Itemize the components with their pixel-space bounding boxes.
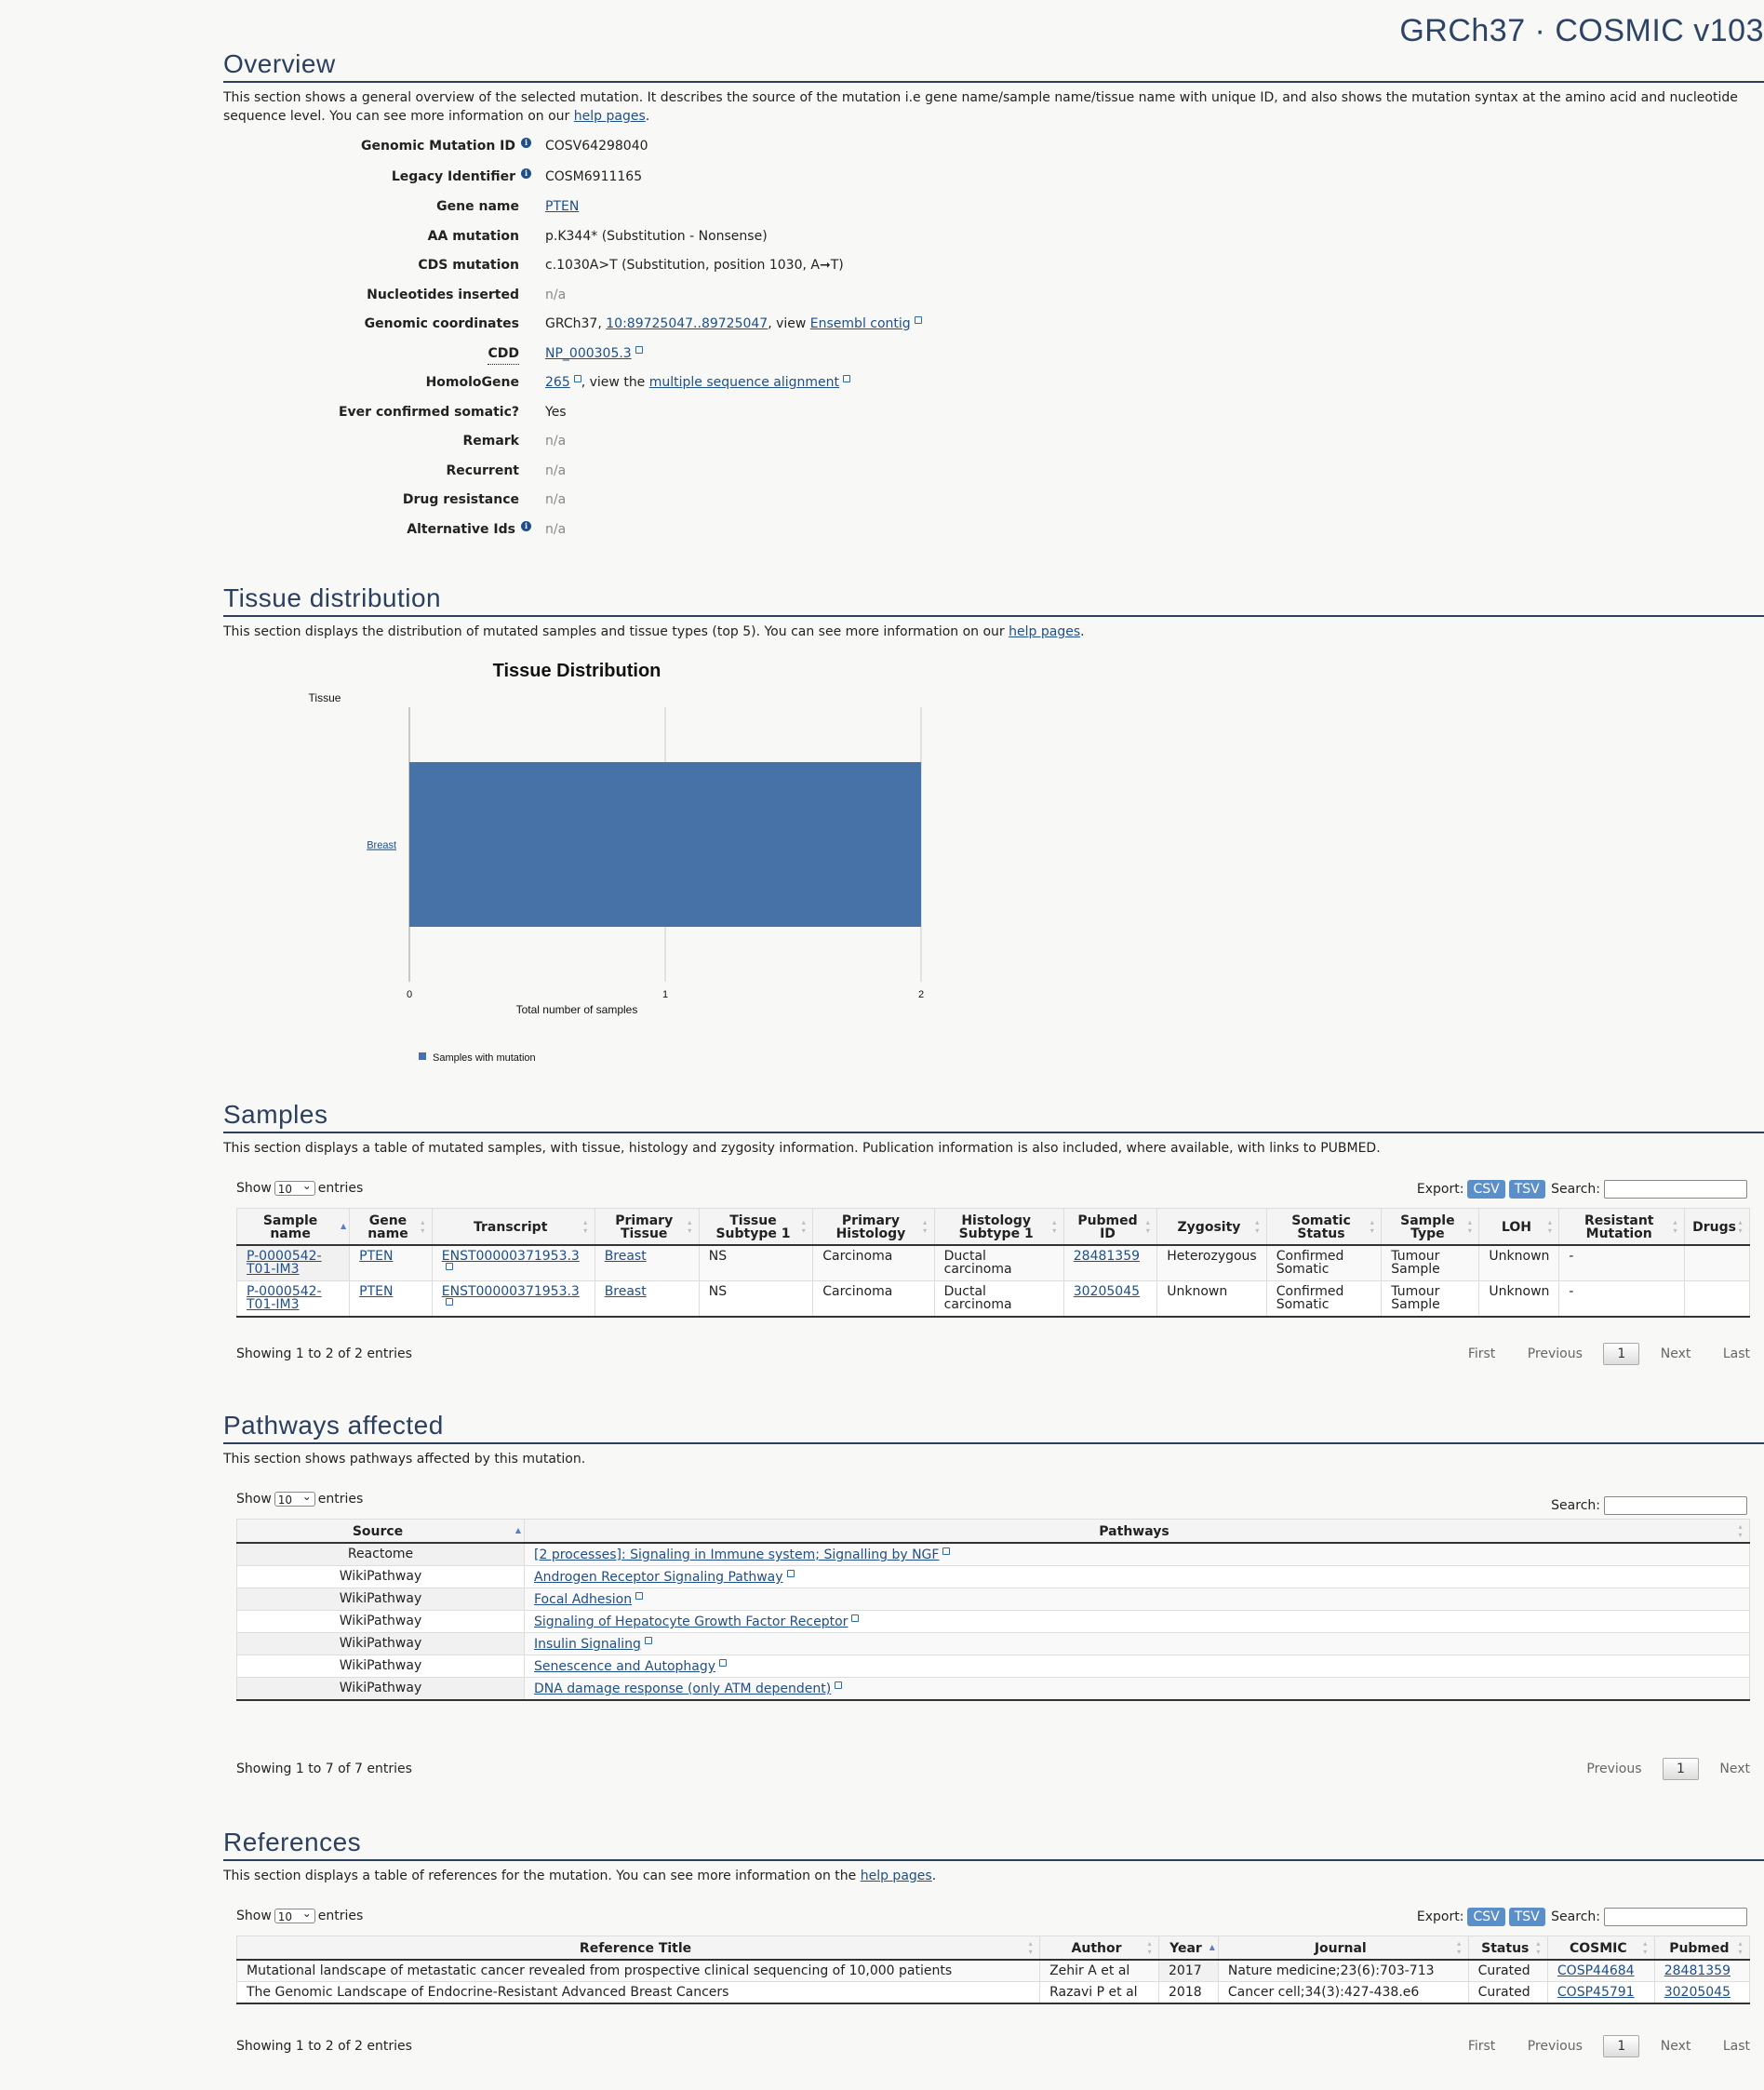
col-zygosity[interactable]: Zygosity ▴▾ xyxy=(1157,1209,1267,1246)
pathway-cell xyxy=(525,1633,1750,1655)
y-axis-title: Tissue xyxy=(308,691,341,704)
cell-cosmic xyxy=(1547,1982,1654,2004)
entries-control: Show 10 ⌄ entries xyxy=(236,1492,363,1507)
row-drug-resistance: Drug resistance n/a xyxy=(402,492,567,507)
references-showing: Showing 1 to 2 of 2 entries xyxy=(236,2039,412,2054)
x-axis-title: Total number of samples xyxy=(515,1003,638,1016)
samples-table xyxy=(236,1208,1750,1318)
help-pages-link[interactable]: help pages xyxy=(860,1869,932,1883)
cell-primary-tissue xyxy=(595,1245,699,1281)
x-tick-label: 0 xyxy=(406,989,413,1000)
tissue-subtype-value: NS xyxy=(708,1284,728,1299)
transcript-link[interactable]: ENST00000371953.3 xyxy=(442,1249,580,1278)
primary-tissue-link[interactable]: Breast xyxy=(604,1249,647,1264)
status-value: Curated xyxy=(1477,1985,1530,2000)
cell-sample-name xyxy=(237,1245,350,1281)
pathways-showing: Showing 1 to 7 of 7 entries xyxy=(236,1762,412,1776)
cell-sample-type xyxy=(1382,1281,1479,1318)
reference-title-value: The Genomic Landscape of Endocrine-Resistant Advanced Breast Cancers xyxy=(247,1985,729,2000)
brand-title: GRCh37 · COSMIC v103 xyxy=(1399,13,1764,48)
help-pages-link[interactable]: help pages xyxy=(1009,624,1081,639)
pathways-section xyxy=(223,1411,1764,1776)
row-cds-mutation: CDS mutation c.1030A>T (Substitution, position 1030, A➞T) xyxy=(418,258,844,273)
col-sample-name[interactable]: Sample name ▲ xyxy=(237,1209,350,1246)
pathway-cell xyxy=(525,1678,1750,1701)
export-search: Export: CSV TSV Search: xyxy=(1417,1180,1747,1199)
bars xyxy=(409,762,921,927)
col-pubmed[interactable]: Pubmed ▴▾ xyxy=(1654,1936,1749,1961)
pubmed-link[interactable]: 30205045 xyxy=(1664,1985,1731,2000)
cell-author xyxy=(1040,1982,1159,2004)
samples-heading: Samples xyxy=(223,1101,1764,1133)
references-section xyxy=(223,1828,1764,2054)
cell-status xyxy=(1468,1982,1547,2004)
col-primary-tissue[interactable]: Primary Tissue ▴▾ xyxy=(595,1209,699,1246)
sample-type-value: Tumour Sample xyxy=(1391,1284,1440,1312)
gene-name-link[interactable]: PTEN xyxy=(359,1284,394,1299)
resistant-mutation-value: - xyxy=(1569,1284,1574,1299)
col-author[interactable]: Author ▴▾ xyxy=(1040,1936,1159,1961)
cell-pubmed-id xyxy=(1063,1281,1156,1318)
cell-zygosity xyxy=(1157,1281,1267,1318)
search-input[interactable] xyxy=(1604,1496,1747,1515)
pubmed-id-link[interactable]: 28481359 xyxy=(1073,1249,1141,1264)
somatic-status-value: Confirmed Somatic xyxy=(1276,1284,1344,1312)
source-cell: WikiPathway xyxy=(237,1678,525,1701)
row-aa-mutation: AA mutation p.K344* (Substitution - Nonsense) xyxy=(427,229,768,244)
pathways-table xyxy=(236,1519,1750,1701)
cell-histology-subtype xyxy=(934,1245,1063,1281)
search-input[interactable] xyxy=(1604,1180,1747,1199)
cell-histology-subtype xyxy=(934,1281,1063,1318)
journal-value: Nature medicine;23(6):703-713 xyxy=(1227,1963,1435,1978)
source-cell: WikiPathway xyxy=(237,1588,525,1611)
histology-subtype-value: Ductal carcinoma xyxy=(943,1284,1012,1312)
info-icon[interactable]: i xyxy=(521,521,531,531)
col-gene-name[interactable]: Gene name ▴▾ xyxy=(350,1209,433,1246)
loh-value: Unknown xyxy=(1489,1284,1550,1299)
primary-histology-value: Carcinoma xyxy=(822,1284,893,1299)
sample-type-value: Tumour Sample xyxy=(1391,1249,1440,1277)
col-drugs[interactable]: Drugs ▴▾ xyxy=(1685,1209,1750,1246)
references-table xyxy=(236,1936,1750,2004)
overview-description: This section shows a general overview of the selected mutation. It describes the source of the mutation i.e gene name/sample name/tissue name with unique ID, and also shows the mutation syntax at the amino acid and nucleotide sequence level. You can see more information on our help pages. xyxy=(223,90,1738,124)
cell-somatic-status xyxy=(1266,1245,1382,1281)
pager-first[interactable]: First xyxy=(1467,2039,1496,2054)
legend-label: Samples with mutation xyxy=(433,1052,536,1064)
cell-tissue-subtype xyxy=(699,1245,813,1281)
alignment-link[interactable]: multiple sequence alignment xyxy=(649,375,850,390)
pager-previous[interactable]: Previous xyxy=(1527,2039,1583,2054)
tissue-subtype-value: NS xyxy=(708,1249,728,1264)
row-gene-name: Gene name PTEN xyxy=(223,196,1526,217)
pager-current[interactable]: 1 xyxy=(1663,1758,1699,1780)
row-recurrent: Recurrent n/a xyxy=(446,463,567,478)
search-input[interactable] xyxy=(1604,1908,1747,1926)
loh-value: Unknown xyxy=(1489,1249,1550,1264)
col-status[interactable]: Status ▴▾ xyxy=(1468,1936,1547,1961)
export-search: Export: CSV TSV Search: xyxy=(1417,1908,1747,1926)
row-legacy-identifier: Legacy Identifier i COSM6911165 xyxy=(391,168,643,184)
col-resistant-mutation[interactable]: Resistant Mutation ▴▾ xyxy=(1559,1209,1685,1246)
references-description: This section displays a table of references for the mutation. You can see more information on the help pages. xyxy=(223,1869,937,1883)
pager-previous[interactable]: Previous xyxy=(1527,1346,1583,1361)
entries-control: Show 10 ⌄ entries xyxy=(236,1181,363,1196)
cell-gene-name xyxy=(350,1281,433,1318)
table-row xyxy=(237,1678,1750,1701)
pager-last[interactable]: Last xyxy=(1722,1346,1750,1361)
cell-journal xyxy=(1218,1960,1468,1982)
gene-link[interactable]: PTEN xyxy=(545,199,580,214)
cosmic-link[interactable]: COSP44684 xyxy=(1557,1963,1635,1978)
cell-gene-name xyxy=(350,1245,433,1281)
sample-name-link[interactable]: P-0000542-T01-IM3 xyxy=(247,1249,322,1277)
tissue-description: This section displays the distribution of mutated samples and tissue types (top 5). You can see more information on our help pages. xyxy=(223,624,1085,639)
x-tick-label: 1 xyxy=(662,989,669,1000)
table-row xyxy=(237,1960,1750,1982)
tsv-button[interactable]: TSV xyxy=(1509,1180,1545,1199)
row-alternative-ids: Alternative Ids i n/a xyxy=(407,521,567,537)
cell-year xyxy=(1159,1982,1219,2004)
cell-resistant-mutation xyxy=(1559,1245,1685,1281)
cell-transcript xyxy=(432,1281,595,1318)
cell-tissue-subtype xyxy=(699,1281,813,1318)
pathway-cell xyxy=(525,1611,1750,1633)
pager-previous[interactable]: Previous xyxy=(1586,1762,1642,1776)
gene-name-link[interactable]: PTEN xyxy=(359,1249,394,1264)
col-source[interactable]: Source ▲ xyxy=(237,1520,525,1544)
bar-breast[interactable] xyxy=(409,762,921,927)
row-genomic-coordinates: Genomic coordinates GRCh37, 10:89725047..89725047, view Ensembl contig xyxy=(223,314,1526,334)
cell-somatic-status xyxy=(1266,1281,1382,1318)
pathway-link[interactable]: DNA damage response (only ATM dependent) xyxy=(534,1681,842,1696)
cell-resistant-mutation xyxy=(1559,1281,1685,1318)
cell-primary-histology xyxy=(813,1281,934,1318)
col-journal[interactable]: Journal ▴▾ xyxy=(1218,1936,1468,1961)
author-value: Razavi P et al xyxy=(1049,1985,1138,2000)
pathway-cell xyxy=(525,1566,1750,1588)
zygosity-value: Heterozygous xyxy=(1167,1249,1257,1264)
transcript-link[interactable]: ENST00000371953.3 xyxy=(442,1284,580,1313)
samples-pager xyxy=(1440,1343,1750,1365)
status-value: Curated xyxy=(1477,1963,1530,1978)
table-row xyxy=(237,1611,1750,1633)
cell-primary-histology xyxy=(813,1245,934,1281)
chart-title: Tissue Distribution xyxy=(492,661,662,681)
source-cell: WikiPathway xyxy=(237,1566,525,1588)
table-row xyxy=(237,1982,1750,2004)
cell-drugs xyxy=(1685,1281,1750,1318)
cell-cosmic xyxy=(1547,1960,1654,1982)
year-value: 2017 xyxy=(1169,1963,1202,1978)
pathway-link[interactable]: Focal Adhesion xyxy=(534,1592,643,1607)
x-tick-label: 2 xyxy=(917,989,925,1000)
cell-zygosity xyxy=(1157,1245,1267,1281)
pathways-heading: Pathways affected xyxy=(223,1412,1764,1444)
col-primary-histology[interactable]: Primary Histology ▴▾ xyxy=(813,1209,934,1246)
col-transcript[interactable]: Transcript ▴▾ xyxy=(432,1209,595,1246)
legend xyxy=(419,1052,536,1064)
cell-loh xyxy=(1479,1245,1559,1281)
zygosity-value: Unknown xyxy=(1167,1284,1228,1299)
table-row xyxy=(237,1543,1750,1566)
ensembl-contig-link[interactable]: Ensembl contig xyxy=(810,316,922,331)
row-remark: Remark n/a xyxy=(462,434,567,449)
pathway-link[interactable]: Signaling of Hepatocyte Growth Factor Receptor xyxy=(534,1614,859,1629)
entries-select[interactable]: 10 ⌄ xyxy=(274,1492,315,1507)
entries-select[interactable]: 10 ⌄ xyxy=(274,1909,315,1923)
col-pathways[interactable]: Pathways ▴▾ xyxy=(525,1520,1750,1544)
primary-tissue-link[interactable]: Breast xyxy=(604,1284,647,1299)
info-icon[interactable]: i xyxy=(521,138,531,148)
cell-drugs xyxy=(1685,1245,1750,1281)
pathways-pager xyxy=(1558,1758,1750,1780)
primary-histology-value: Carcinoma xyxy=(822,1249,893,1264)
source-cell: Reactome xyxy=(237,1543,525,1566)
pager-next[interactable]: Next xyxy=(1660,1346,1691,1361)
cell-pubmed xyxy=(1654,1982,1749,2004)
references-pager xyxy=(1440,2035,1750,2057)
source-cell: WikiPathway xyxy=(237,1633,525,1655)
pathways-description: This section shows pathways affected by this mutation. xyxy=(223,1452,586,1467)
table-row xyxy=(237,1588,1750,1611)
tissue-distribution-chart xyxy=(0,0,930,1079)
histology-subtype-value: Ductal carcinoma xyxy=(943,1249,1012,1277)
csv-button[interactable]: CSV xyxy=(1467,1180,1504,1199)
pager-next[interactable]: Next xyxy=(1660,2039,1691,2054)
pager-current[interactable]: 1 xyxy=(1603,2035,1639,2057)
pathway-link[interactable]: Androgen Receptor Signaling Pathway xyxy=(534,1570,795,1585)
samples-description: This section displays a table of mutated samples, with tissue, histology and zygosity information. Publication information is also included, where available, with links to PUBMED. xyxy=(223,1141,1381,1156)
entries-select[interactable]: 10 ⌄ xyxy=(274,1181,315,1196)
table-row xyxy=(237,1281,1750,1318)
cell-sample-name xyxy=(237,1281,350,1318)
tsv-button[interactable]: TSV xyxy=(1509,1908,1545,1926)
samples-showing: Showing 1 to 2 of 2 entries xyxy=(236,1346,412,1361)
pager-next[interactable]: Next xyxy=(1719,1762,1750,1776)
x-ticks xyxy=(407,989,924,1000)
pager-first[interactable]: First xyxy=(1467,1346,1496,1361)
col-pubmed-id[interactable]: Pubmed ID ▴▾ xyxy=(1063,1209,1156,1246)
col-year[interactable]: Year ▲ xyxy=(1159,1936,1219,1961)
pager-current[interactable]: 1 xyxy=(1603,1343,1639,1365)
col-loh[interactable]: LOH ▴▾ xyxy=(1479,1209,1559,1246)
pager-last[interactable]: Last xyxy=(1722,2039,1750,2054)
pathway-cell xyxy=(525,1588,1750,1611)
pathway-cell xyxy=(525,1655,1750,1678)
cell-reference-title xyxy=(237,1982,1040,2004)
csv-button[interactable]: CSV xyxy=(1467,1908,1504,1926)
row-cdd: CDD NP_000305.3 xyxy=(223,343,1526,364)
row-nucleotides-inserted: Nucleotides inserted n/a xyxy=(367,288,567,302)
cell-primary-tissue xyxy=(595,1281,699,1318)
pubmed-id-link[interactable]: 30205045 xyxy=(1073,1284,1141,1299)
col-tissue-subtype[interactable]: Tissue Subtype 1 ▴▾ xyxy=(699,1209,813,1246)
pubmed-link[interactable]: 28481359 xyxy=(1664,1963,1731,1978)
entries-control: Show 10 ⌄ entries xyxy=(236,1909,363,1923)
cell-pubmed-id xyxy=(1063,1245,1156,1281)
reference-title-value: Mutational landscape of metastatic cancer revealed from prospective clinical sequencing of 10,000 patients xyxy=(247,1963,953,1978)
table-row xyxy=(237,1655,1750,1678)
author-value: Zehir A et al xyxy=(1049,1963,1130,1978)
tissue-heading: Tissue distribution xyxy=(223,584,1764,617)
col-histology-subtype[interactable]: Histology Subtype 1 ▴▾ xyxy=(934,1209,1063,1246)
legend-swatch xyxy=(419,1052,426,1060)
cdd-link[interactable]: NP_000305.3 xyxy=(545,343,643,364)
table-row xyxy=(237,1245,1750,1281)
somatic-status-value: Confirmed Somatic xyxy=(1276,1249,1344,1277)
coordinates-link[interactable]: 10:89725047..89725047 xyxy=(606,316,768,331)
homologene-link[interactable]: 265 xyxy=(545,375,581,390)
overview-heading: Overview xyxy=(223,50,1764,83)
cosmic-link[interactable]: COSP45791 xyxy=(1557,1985,1635,2000)
table-row xyxy=(237,1566,1750,1588)
col-somatic-status[interactable]: Somatic Status ▴▾ xyxy=(1266,1209,1382,1246)
y-categories xyxy=(367,840,396,851)
sample-name-link[interactable]: P-0000542-T01-IM3 xyxy=(247,1284,322,1312)
cell-loh xyxy=(1479,1281,1559,1318)
cell-reference-title xyxy=(237,1960,1040,1982)
resistant-mutation-value: - xyxy=(1569,1249,1574,1264)
col-reference-title[interactable]: Reference Title ▴▾ xyxy=(237,1936,1040,1961)
row-genomic-mutation-id: Genomic Mutation ID i COSV64298040 xyxy=(361,138,648,154)
info-icon[interactable]: i xyxy=(521,168,531,179)
cell-year xyxy=(1159,1960,1219,1982)
pathway-cell xyxy=(525,1543,1750,1566)
cell-status xyxy=(1468,1960,1547,1982)
pathway-link[interactable]: Insulin Signaling xyxy=(534,1637,652,1652)
help-pages-link[interactable]: help pages xyxy=(573,109,646,124)
pathways-search: Search: xyxy=(1551,1496,1747,1515)
col-sample-type[interactable]: Sample Type ▴▾ xyxy=(1382,1209,1479,1246)
journal-value: Cancer cell;34(3):427-438.e6 xyxy=(1227,1985,1420,2000)
cell-sample-type xyxy=(1382,1245,1479,1281)
cell-journal xyxy=(1218,1982,1468,2004)
samples-section xyxy=(223,1100,1764,1361)
references-heading: References xyxy=(223,1829,1764,1861)
category-label[interactable]: Breast xyxy=(367,839,396,851)
col-cosmic[interactable]: COSMIC ▴▾ xyxy=(1547,1936,1654,1961)
cell-transcript xyxy=(432,1245,595,1281)
source-cell: WikiPathway xyxy=(237,1655,525,1678)
pathway-link[interactable]: [2 processes]: Signaling in Immune system; Signalling by NGF xyxy=(534,1547,950,1562)
row-ever-confirmed: Ever confirmed somatic? Yes xyxy=(338,405,567,420)
cell-pubmed xyxy=(1654,1960,1749,1982)
year-value: 2018 xyxy=(1169,1985,1202,2000)
pathway-link[interactable]: Senescence and Autophagy xyxy=(534,1659,727,1674)
source-cell: WikiPathway xyxy=(237,1611,525,1633)
table-row xyxy=(237,1633,1750,1655)
cell-author xyxy=(1040,1960,1159,1982)
row-homologene: HomoloGene 265 , view the multiple sequence alignment xyxy=(223,372,1526,393)
